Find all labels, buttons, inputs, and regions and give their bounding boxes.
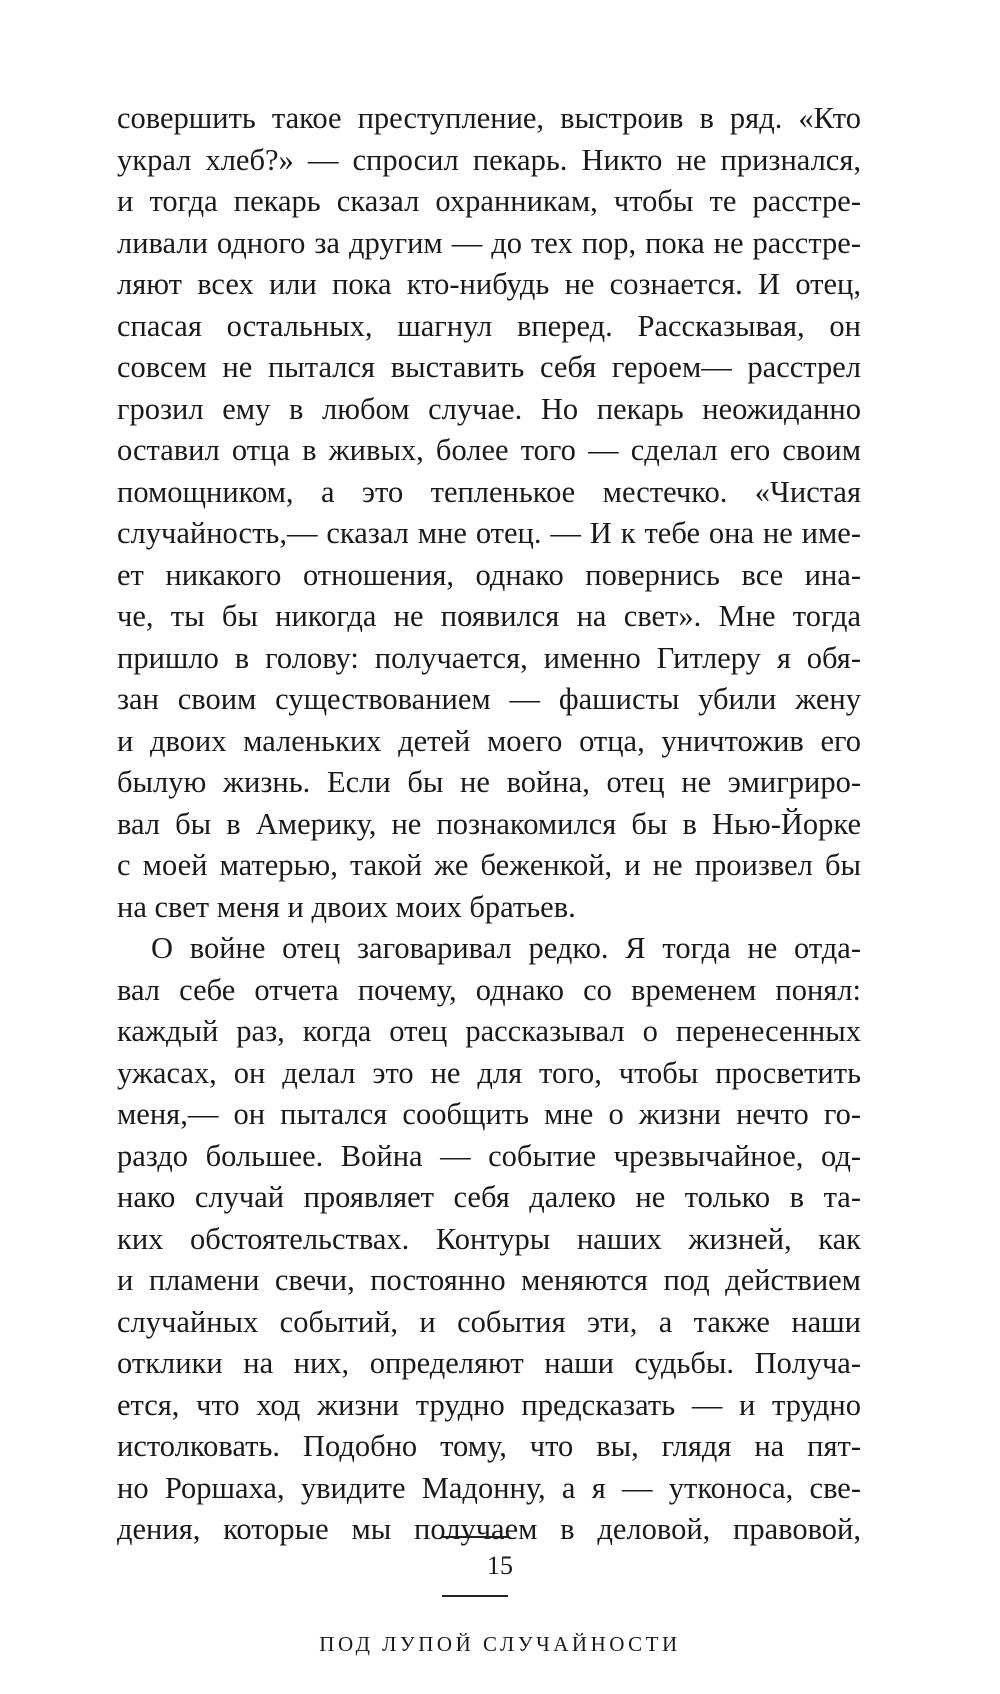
text-line: ляют всех или пока кто-нибудь не сознается. И отец, — [117, 267, 861, 301]
paragraph — [117, 928, 861, 1551]
paragraph — [117, 98, 861, 928]
footer-rule-top — [442, 1536, 508, 1538]
text-line: отклики на них, определяют наши судьбы. Получа- — [117, 1346, 861, 1380]
text-line: ливали одного за другим — до тех пор, пока не расстре- — [117, 225, 861, 260]
text-line: вал себе отчета почему, однако со временем понял: — [117, 972, 861, 1007]
text-line: меня,— он пытался сообщить мне о жизни нечто го- — [117, 1097, 861, 1131]
text-line: и двоих маленьких детей моего отца, уничтожив его — [117, 723, 861, 758]
text-line: зан своим существованием — фашисты убили жену — [117, 682, 861, 716]
text-line: ет никакого отношения, однако повернись все ина- — [117, 557, 861, 592]
body-text — [117, 98, 861, 1551]
text-line: украл хлеб?» — спросил пекарь. Никто не признался, — [117, 142, 861, 177]
text-line: помощником, а это тепленькое местечко. «Чистая — [117, 474, 861, 509]
text-line: случайных событий, и события эти, а также наши — [117, 1304, 861, 1339]
text-line: раздо большее. Война — событие чрезвычайное, од- — [117, 1138, 861, 1173]
text-line: истолковать. Подобно тому, что вы, глядя на пят- — [117, 1429, 861, 1463]
text-line: пришло в голову: получается, именно Гитлеру я обя- — [117, 640, 861, 675]
text-line: совсем не пытался выставить себя героем— расстрел — [117, 350, 861, 384]
text-line: но Роршаха, увидите Мадонну, а я — утконоса, све- — [117, 1470, 861, 1505]
text-line: вал бы в Америку, не познакомился бы в Нью-Йорке — [117, 806, 861, 841]
text-line: ется, что ход жизни трудно предсказать — и трудно — [117, 1387, 861, 1422]
text-line: на свет меня и двоих моих братьев. — [117, 889, 576, 924]
page-number: 15 — [487, 1551, 513, 1580]
text-line: с моей матерью, такой же беженкой, и не произвел бы — [117, 848, 861, 882]
text-line: случайность,— сказал мне отец. — И к тебе она не име- — [117, 516, 861, 550]
text-line: совершить такое преступление, выстроив в ряд. «Кто — [117, 101, 861, 135]
running-title: ПОД ЛУПОЙ СЛУЧАЙНОСТИ — [319, 1632, 681, 1656]
text-line: и тогда пекарь сказал охранникам, чтобы те расстре- — [117, 184, 861, 218]
text-line: нако случай проявляет себя далеко не только в та- — [117, 1180, 861, 1214]
text-line: О войне отец заговаривал редко. Я тогда не отда- — [151, 931, 861, 965]
text-line: дения, которые мы получаем в деловой, правовой, — [117, 1512, 861, 1546]
text-line: спасая остальных, шагнул вперед. Рассказывая, он — [117, 308, 861, 343]
text-line: оставил отца в живых, более того — сделал его своим — [117, 433, 861, 467]
text-line: ких обстоятельствах. Контуры наших жизней, как — [117, 1221, 861, 1256]
text-line: че, ты бы никогда не появился на свет». Мне тогда — [117, 599, 861, 633]
text-line: былую жизнь. Если бы не война, отец не эмигриро- — [117, 765, 861, 799]
text-line: грозил ему в любом случае. Но пекарь неожиданно — [117, 391, 861, 426]
text-line: и пламени свечи, постоянно меняются под действием — [117, 1263, 861, 1297]
footer-rule-bottom — [442, 1595, 508, 1597]
text-line: каждый раз, когда отец рассказывал о перенесенных — [117, 1014, 861, 1048]
text-line: ужасах, он делал это не для того, чтобы просветить — [117, 1055, 861, 1090]
